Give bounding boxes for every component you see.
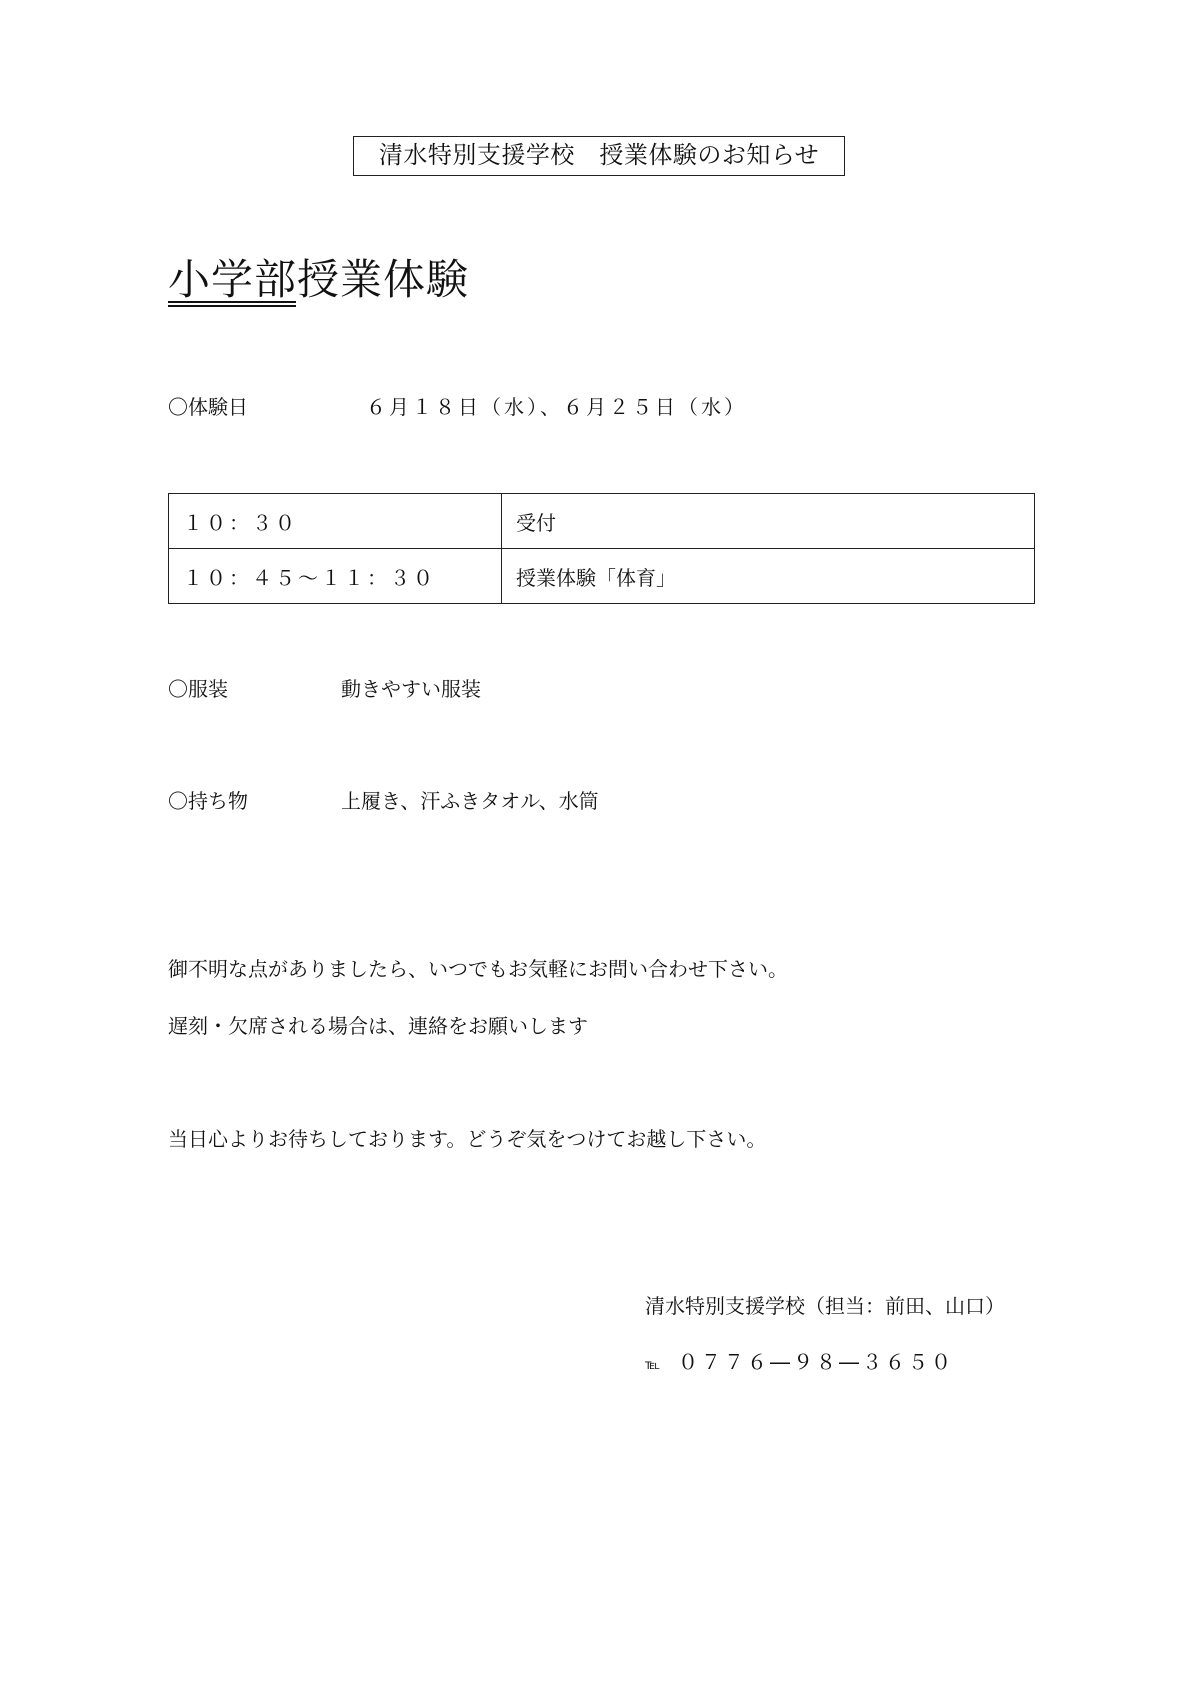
schedule-activity: 授業体験「体育」 [502, 549, 1035, 604]
contact-phone [645, 1348, 954, 1379]
note-absence: 遅刻・欠席される場合は、連絡をお願いします [168, 1014, 588, 1038]
clothing-label: 〇服装 [168, 677, 228, 701]
table-row [169, 494, 1035, 549]
tel-label: ℡ [645, 1357, 661, 1373]
contact-school: 清水特別支援学校（担当：前田、山口） [645, 1294, 1005, 1318]
section-heading: 小学部授業体験 [168, 255, 470, 304]
closing-message: 当日心よりお待ちしております。どうぞ気をつけてお越し下さい。 [168, 1127, 767, 1151]
schedule-table [168, 493, 1035, 604]
schedule-time: １０：３０ [169, 494, 502, 549]
belongings-value: 上履き、汗ふきタオル、水筒 [341, 789, 599, 813]
note-inquiry: 御不明な点がありましたら、いつでもお気軽にお問い合わせ下さい。 [168, 957, 788, 981]
schedule-activity: 受付 [502, 494, 1035, 549]
tel-number: ０７７６―９８―３６５０ [678, 1350, 955, 1374]
experience-date-label: 〇体験日 [168, 395, 248, 419]
experience-date-value: ６月１８日（水）、６月２５日（水） [366, 395, 747, 419]
heading-double-underline [168, 301, 296, 307]
table-row [169, 549, 1035, 604]
belongings-label: 〇持ち物 [168, 789, 248, 813]
schedule-time: １０：４５～１１：３０ [169, 549, 502, 604]
clothing-value: 動きやすい服装 [341, 677, 481, 701]
document-title-box: 清水特別支援学校 授業体験のお知らせ [353, 136, 845, 176]
